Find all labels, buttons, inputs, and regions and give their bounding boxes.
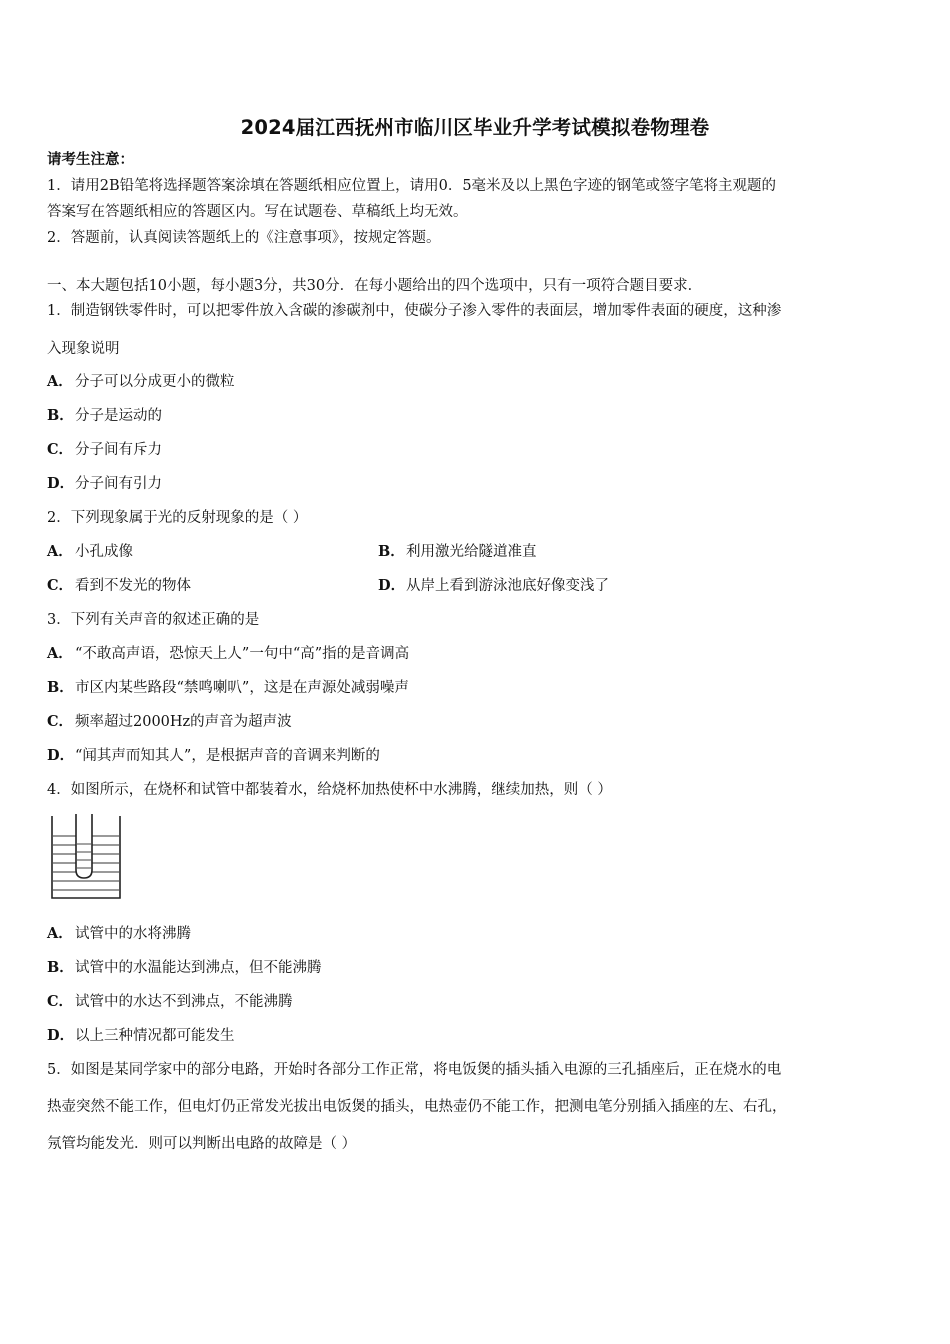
question-1-option-c — [47, 440, 162, 460]
option-letter: D． — [47, 747, 75, 764]
question-3-option-d — [47, 746, 380, 766]
question-4-option-c — [47, 992, 293, 1012]
question-3-option-c — [47, 712, 292, 732]
question-5-stem-cont-2: 氖管均能发光．则可以判断出电路的故障是（ ） — [47, 1136, 357, 1152]
option-letter: A． — [47, 373, 73, 390]
option-text: 试管中的水达不到沸点，不能沸腾 — [75, 994, 293, 1010]
question-1-option-a — [47, 372, 235, 392]
question-4-stem: 4．如图所示，在烧杯和试管中都装着水，给烧杯加热使杯中水沸腾，继续加热，则（ ） — [47, 782, 612, 798]
question-3-option-a — [47, 644, 409, 664]
option-letter: B． — [47, 407, 74, 424]
option-text: 分子间有引力 — [75, 476, 162, 492]
notice-heading: 请考生注意： — [47, 151, 134, 168]
question-2-option-b — [378, 542, 537, 562]
option-letter: D． — [378, 577, 406, 594]
option-letter: B． — [47, 959, 74, 976]
notice-item-1-cont: 答案写在答题纸相应的答题区内。写在试题卷、草稿纸上均无效。 — [47, 204, 468, 220]
option-letter: C． — [47, 993, 74, 1010]
option-text: 看到不发光的物体 — [75, 578, 191, 594]
notice-item-1: 1．请用2B铅笔将选择题答案涂填在答题纸相应位置上，请用0．5毫米及以上黑色字迹的钢笔或签字笔将主观题的 — [47, 178, 777, 194]
question-3-stem: 3．下列有关声音的叙述正确的是 — [47, 612, 260, 628]
option-letter: A． — [47, 925, 73, 942]
option-letter: D． — [47, 475, 75, 492]
option-letter: A． — [47, 645, 73, 662]
question-1-option-d — [47, 474, 162, 494]
option-letter: A． — [47, 543, 73, 560]
option-letter: B． — [47, 679, 74, 696]
question-3-option-b — [47, 678, 409, 698]
option-text: 分子是运动的 — [75, 408, 162, 424]
option-text: 试管中的水将沸腾 — [75, 926, 191, 942]
question-1-option-b — [47, 406, 162, 426]
option-text: 利用激光给隧道准直 — [406, 544, 537, 560]
page-title: 2024届江西抚州市临川区毕业升学考试模拟卷物理卷 — [240, 116, 710, 139]
option-text: “闻其声而知其人”，是根据声音的音调来判断的 — [75, 748, 380, 764]
section-heading: 一、本大题包括10小题，每小题3分，共30分．在每小题给出的四个选项中，只有一项符合题目要求． — [47, 278, 703, 294]
option-text: 市区内某些路段“禁鸣喇叭”，这是在声源处减弱噪声 — [75, 680, 409, 696]
question-1-stem-cont: 入现象说明 — [47, 341, 120, 357]
question-2-option-a — [47, 542, 133, 562]
option-text: 频率超过2000Hz的声音为超声波 — [75, 714, 292, 730]
option-text: 分子可以分成更小的微粒 — [75, 374, 235, 390]
question-2-option-c — [47, 576, 191, 596]
option-letter: C． — [47, 577, 74, 594]
beaker-test-tube-figure — [50, 814, 122, 900]
question-5-stem: 5．如图是某同学家中的部分电路，开始时各部分工作正常，将电饭煲的插头插入电源的三孔插座后，正在烧水的电 — [47, 1062, 782, 1078]
question-2-stem: 2．下列现象属于光的反射现象的是（ ） — [47, 510, 308, 526]
option-letter: D． — [47, 1027, 75, 1044]
option-text: 以上三种情况都可能发生 — [75, 1028, 235, 1044]
option-text: 小孔成像 — [75, 544, 133, 560]
question-4-option-d — [47, 1026, 235, 1046]
option-letter: C． — [47, 713, 74, 730]
option-text: “不敢高声语，恐惊天上人”一句中“高”指的是音调高 — [75, 646, 410, 662]
option-letter: B． — [378, 543, 405, 560]
option-text: 从岸上看到游泳池底好像变浅了 — [406, 578, 609, 594]
option-letter: C． — [47, 441, 74, 458]
notice-item-2: 2．答题前，认真阅读答题纸上的《注意事项》，按规定答题。 — [47, 230, 441, 246]
question-4-option-a — [47, 924, 191, 944]
question-4-option-b — [47, 958, 322, 978]
option-text: 试管中的水温能达到沸点，但不能沸腾 — [75, 960, 322, 976]
question-2-option-d — [378, 576, 609, 596]
question-1-stem: 1．制造钢铁零件时，可以把零件放入含碳的渗碳剂中，使碳分子渗入零件的表面层，增加零件表面的硬度，这种渗 — [47, 303, 782, 319]
option-text: 分子间有斥力 — [75, 442, 162, 458]
question-5-stem-cont-1: 热壶突然不能工作，但电灯仍正常发光拔出电饭煲的插头，电热壶仍不能工作，把测电笔分别插入插座的左、右孔， — [47, 1099, 787, 1115]
